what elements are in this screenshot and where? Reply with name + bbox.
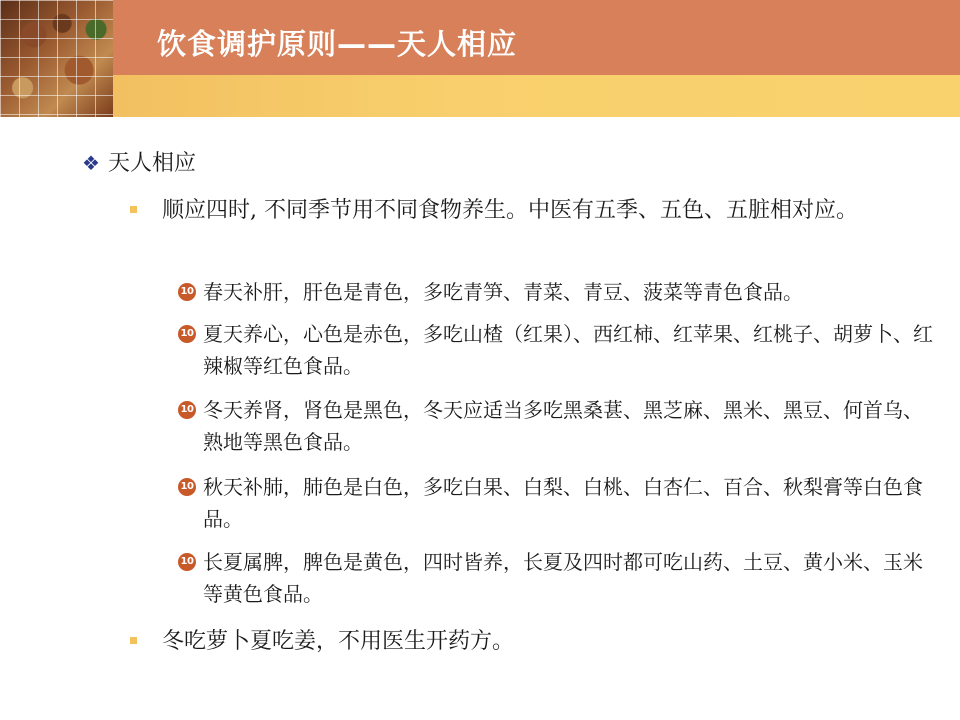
food-photo <box>0 0 113 117</box>
slide-title: 饮食调护原则——天人相应 <box>157 27 518 61</box>
circled-number-icon: 10 <box>178 283 196 301</box>
sub-item-text: 夏天养心，心色是赤色，多吃山楂（红果）、西红柿、红苹果、红桃子、胡萝卜、红辣椒等红色食品。 <box>203 322 933 378</box>
sub-item-summer <box>178 318 938 382</box>
level1-text: 天人相应 <box>108 151 197 176</box>
sub-item-winter <box>178 394 938 458</box>
sub-item-text: 冬天养肾，肾色是黑色，冬天应适当多吃黑桑葚、黑芝麻、黑米、黑豆、何首乌、熟地等黑色食品。 <box>203 398 923 454</box>
circled-number-icon: 10 <box>178 553 196 571</box>
list-item-text: 冬吃萝卜夏吃姜，不用医生开药方。 <box>162 629 515 654</box>
circled-number-icon: 10 <box>178 325 196 343</box>
list-item-seasons <box>130 193 920 228</box>
sub-item-spring <box>178 276 938 308</box>
sub-item-late-summer <box>178 546 938 610</box>
list-item-text: 顺应四时, 不同季节用不同食物养生。中医有五季、五色、五脏相对应。 <box>162 198 858 223</box>
sub-item-text: 秋天补肺，肺色是白色，多吃白果、白梨、白桃、白杏仁、百合、秋梨膏等白色食品。 <box>203 475 923 531</box>
square-bullet-icon <box>130 637 137 644</box>
sub-item-autumn <box>178 471 938 535</box>
sub-item-text: 春天补肝，肝色是青色，多吃青笋、青菜、青豆、菠菜等青色食品。 <box>203 280 803 304</box>
level1-item <box>82 146 196 177</box>
title-accent-strip <box>113 75 960 117</box>
circled-number-icon: 10 <box>178 401 196 419</box>
diamond-bullet-icon: ❖ <box>82 151 100 175</box>
sub-item-text: 长夏属脾，脾色是黄色，四时皆养，长夏及四时都可吃山药、土豆、黄小米、玉米等黄色食品。 <box>203 550 923 606</box>
list-item-saying <box>130 624 920 659</box>
circled-number-icon: 10 <box>178 478 196 496</box>
square-bullet-icon <box>130 206 137 213</box>
